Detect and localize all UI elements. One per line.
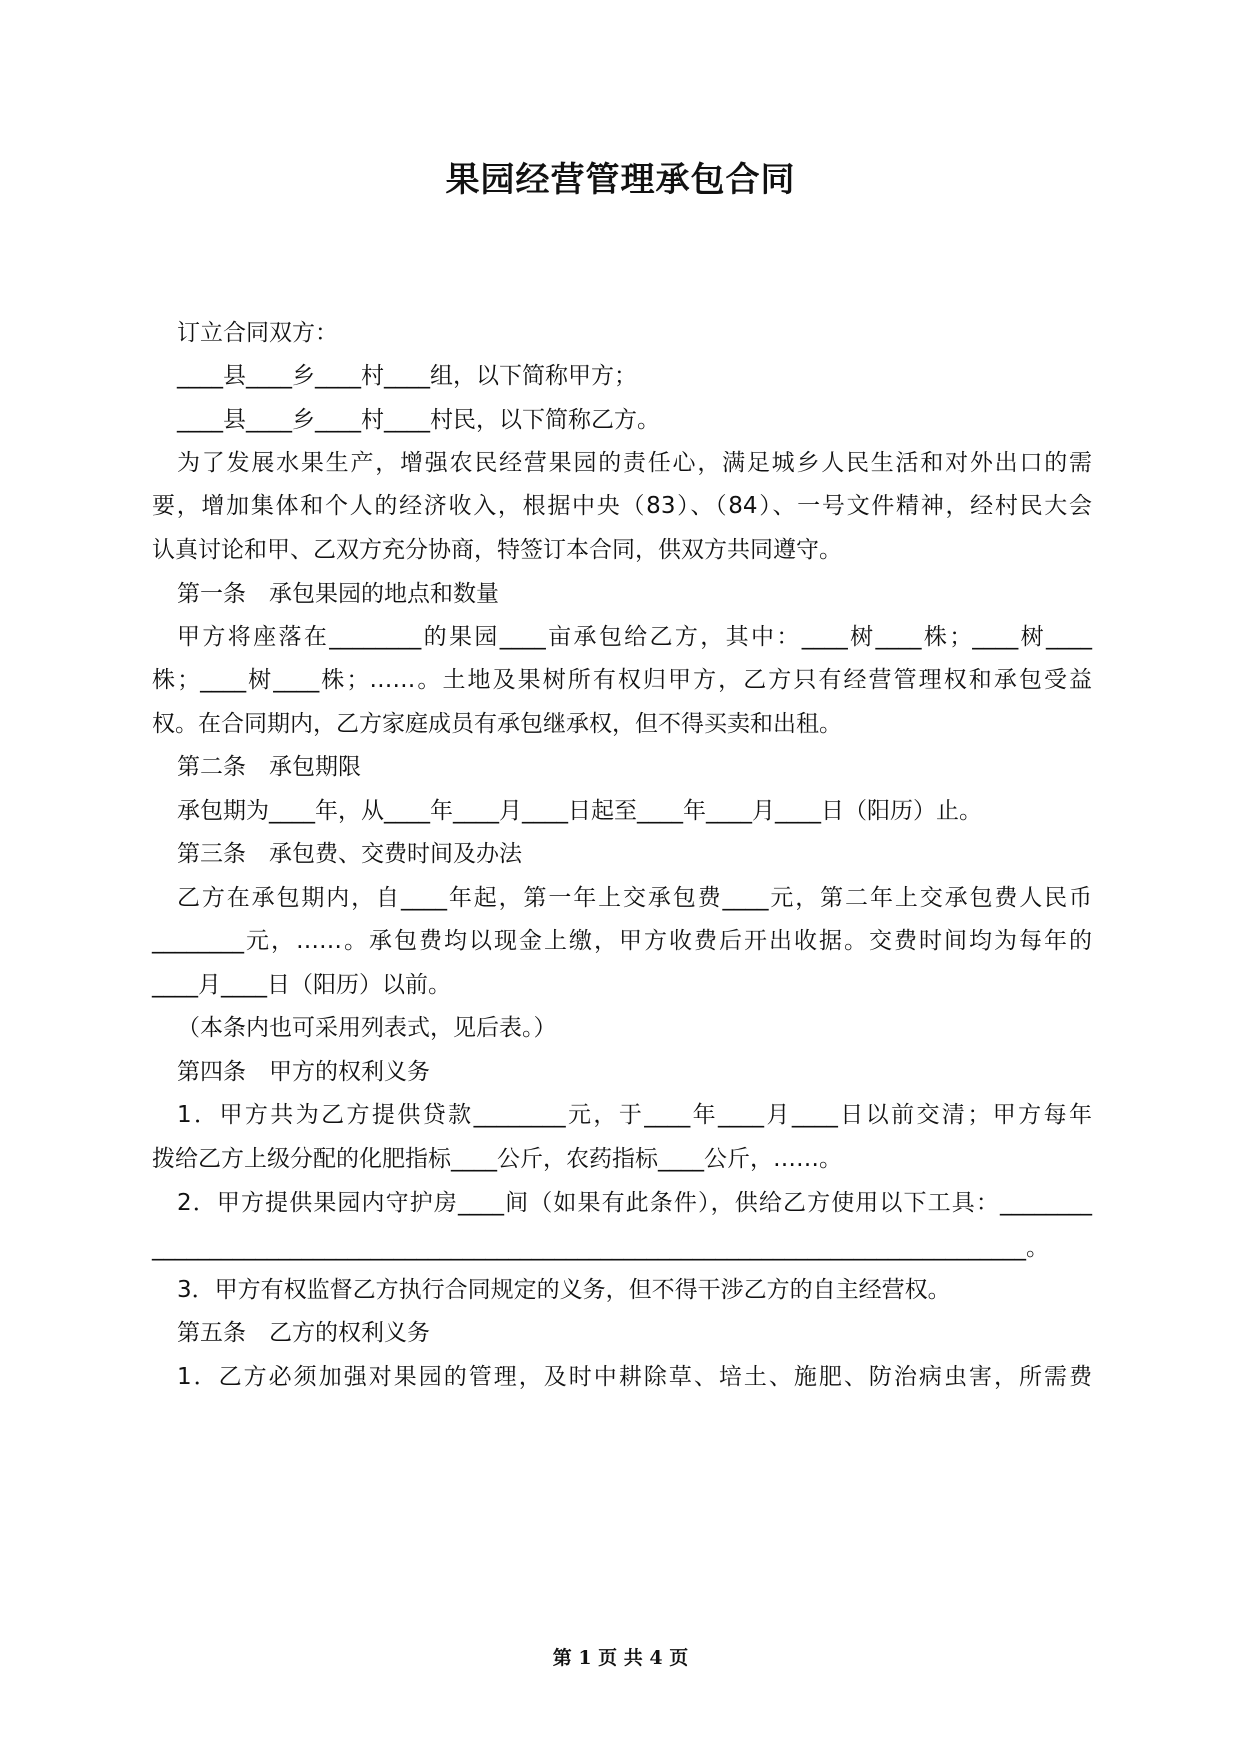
article-4-item-2-line-1: 2．甲方提供果园内守护房____间（如果有此条件），供给乙方使用以下工具：________	[177, 1190, 1092, 1216]
page-number-footer: 第 1 页 共 4 页	[552, 1647, 689, 1669]
article-3-line-2: ________元，……。承包费均以现金上缴，甲方收费后开出收据。交费时间均为每年的	[152, 928, 1092, 954]
article-2-heading: 第二条 承包期限	[177, 754, 361, 780]
article-5-item-1-line-1: 1．乙方必须加强对果园的管理，及时中耕除草、培土、施肥、防治病虫害，所需费	[177, 1364, 1092, 1390]
article-3-line-1: 乙方在承包期内，自____年起，第一年上交承包费____元，第二年上交承包费人民币	[177, 885, 1092, 911]
preamble-line-1: 为了发展水果生产，增强农民经营果园的责任心，满足城乡人民生活和对外出口的需	[177, 450, 1092, 476]
contract-parties-heading: 订立合同双方：	[177, 320, 338, 346]
article-4-item-1-line-1: 1．甲方共为乙方提供贷款________元，于____年____月____日以前交清；甲方每年	[177, 1102, 1092, 1128]
preamble-line-2: 要，增加集体和个人的经济收入，根据中央（83）、（84）、一号文件精神，经村民大会	[152, 493, 1092, 519]
article-5-heading: 第五条 乙方的权利义务	[177, 1320, 430, 1346]
article-1-line-2: 株；____树____株；……。土地及果树所有权归甲方，乙方只有经营管理权和承包受益	[152, 667, 1092, 693]
article-3-line-3: ____月____日（阳历）以前。	[152, 972, 451, 998]
article-4-item-3: 3．甲方有权监督乙方执行合同规定的义务，但不得干涉乙方的自主经营权。	[177, 1277, 951, 1303]
article-1-heading: 第一条 承包果园的地点和数量	[177, 581, 499, 607]
article-4-item-2-line-2: ____________________________________________________________________________。	[152, 1235, 1049, 1261]
party-a-line: ____县____乡____村____组，以下简称甲方；	[177, 363, 637, 389]
article-3-heading: 第三条 承包费、交费时间及办法	[177, 841, 522, 867]
preamble-line-3: 认真讨论和甲、乙双方充分协商，特签订本合同，供双方共同遵守。	[152, 537, 842, 563]
party-b-line: ____县____乡____村____村民，以下简称乙方。	[177, 407, 660, 433]
article-1-line-1: 甲方将座落在________的果园____亩承包给乙方，其中：____树____株；____树____	[177, 624, 1092, 650]
article-3-note: （本条内也可采用列表式，见后表。）	[177, 1015, 557, 1041]
article-4-item-1-line-2: 拨给乙方上级分配的化肥指标____公斤，农药指标____公斤，……。	[152, 1146, 842, 1172]
article-2-line-1: 承包期为____年，从____年____月____日起至____年____月____日（阳历）止。	[177, 798, 982, 824]
article-4-heading: 第四条 甲方的权利义务	[177, 1059, 430, 1085]
article-1-line-3: 权。在合同期内，乙方家庭成员有承包继承权，但不得买卖和出租。	[152, 711, 842, 737]
document-title: 果园经营管理承包合同	[445, 160, 796, 200]
